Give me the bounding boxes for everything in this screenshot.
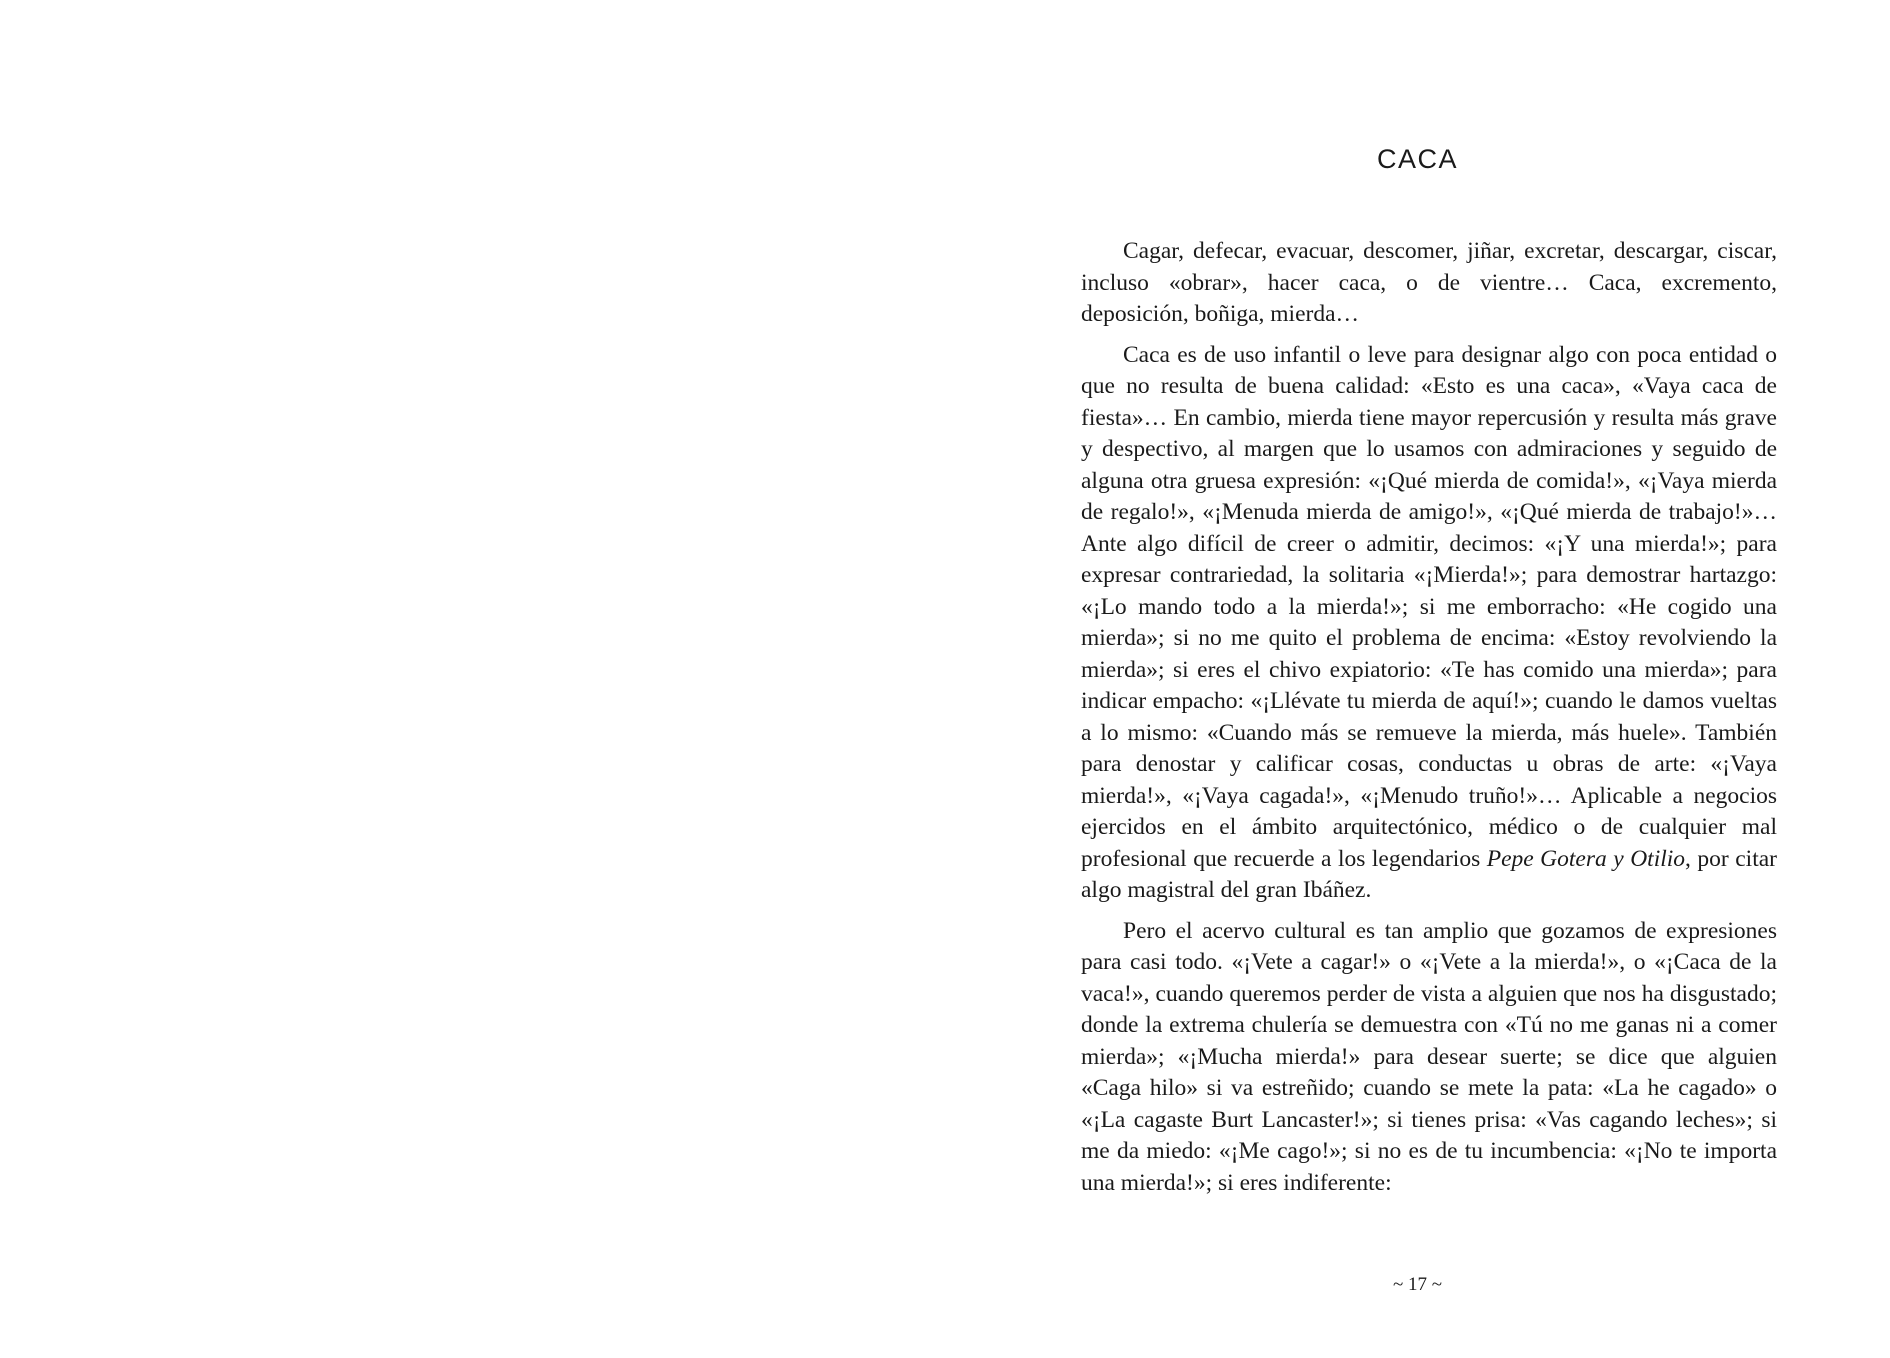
paragraph-3: Pero el acervo cultural es tan amplio que gozamos de expresiones para casi todo. «¡Vete a cagar!» o «¡Vete a la mierda!», o «¡Caca de la vaca!», cuando queremos perder de vista a alguien que nos ha disgustado; donde la extrema chulería se demuestra con «Tú no me ganas ni a comer mierda»; «¡Mucha mierda!» para desear suerte; se dice que alguien «Caga hilo» si va estreñido; cuando se mete la pata: «La he cagado» o «¡La cagaste Burt Lancaster!»; si tienes prisa: «Vas cagando leches»; si me da miedo: «¡Me cago!»; si no es de tu incumbencia: «¡No te importa una mierda!»; si eres indiferente: bbox=[1081, 917, 1777, 1196]
italic-title: Pepe Gotera y Otilio bbox=[1486, 845, 1686, 872]
paragraph-2-ending: , por citar algo magistral del gran Ibáñez. bbox=[1081, 845, 1777, 903]
chapter-title: CACA bbox=[1376, 144, 1458, 174]
body-text bbox=[1081, 236, 1777, 1208]
paragraph-1: Cagar, defecar, evacuar, descomer, jiñar, excretar, descargar, ciscar, incluso «obrar», hacer caca, o de vientre… Caca, excremento, deposición, boñiga, mierda… bbox=[1081, 238, 1777, 327]
paragraph-2 bbox=[1081, 340, 1777, 907]
paragraph-2-text: Caca es de uso infantil o leve para designar algo con poca entidad o que no resulta de buena calidad: «Esto es una caca», «Vaya caca de fiesta»… En cambio, mierda tiene mayor repercusión y resulta más grave y despectivo, al margen que lo usamos con admiraciones y seguido de alguna otra gruesa expresión: «¡Qué mierda de comida!», «¡Vaya mierda de regalo!», «¡Menuda mierda de amigo!», «¡Qué mierda de trabajo!»… Ante algo difícil de creer o admitir, decimos: «¡Y una mierda!»; para expresar contrariedad, la solitaria «¡Mierda!»; para demostrar hartazgo: «¡Lo mando todo a la mierda!»; si me emborracho: «He cogido una mierda»; si no me quito el problema de encima: «Estoy revolviendo la mierda»; si eres el chivo expiatorio: «Te has comido una mierda»; para indicar empacho: «¡Llévate tu mierda de aquí!»; cuando le damos vueltas a lo mismo: «Cuando más se remueve la mierda, más huele». También para denostar y calificar cosas, conductas u obras de arte: «¡Vaya mierda!», «¡Vaya cagada!», «¡Menudo truño!»… Aplicable a negocios ejercidos en el ámbito arquitectónico, médico o de cualquier mal profesional que recuerde a los legendarios bbox=[1081, 341, 1777, 872]
right-page bbox=[945, 0, 1890, 1358]
page-number: ~ 17 ~ bbox=[1392, 1274, 1443, 1295]
